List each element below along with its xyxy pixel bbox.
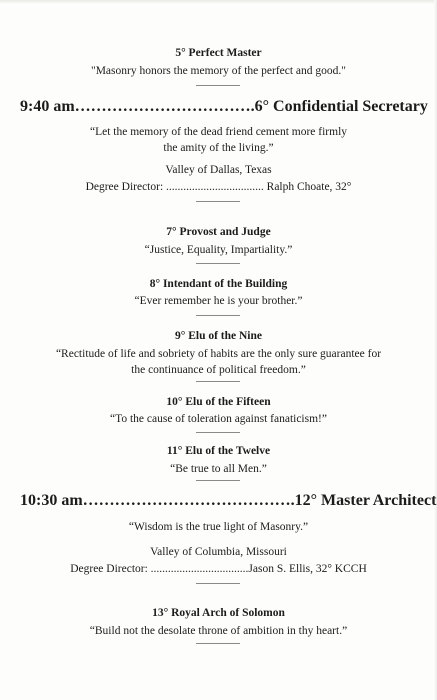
degree-9-title: 9° Elu of the Nine: [174, 330, 263, 342]
degree-13-title: 13° Royal Arch of Solomon: [152, 607, 285, 619]
degree-8-motto: “Ever remember he is your brother.”: [134, 295, 303, 307]
divider: [196, 315, 240, 316]
divider: [196, 201, 240, 202]
degree-12-title: 12° Master Architect: [294, 492, 437, 509]
leader-dots: …………………………….: [74, 98, 255, 115]
degree-12-schedule-line: [20, 491, 437, 511]
divider: [196, 381, 240, 382]
degree-9-motto-line-2: the continuance of political freedom.”: [131, 364, 306, 376]
degree-12-motto: “Wisdom is the true light of Masonry.”: [128, 521, 309, 533]
degree-11-motto: “Be true to all Men.”: [170, 463, 267, 475]
divider: [196, 583, 240, 584]
divider: [196, 85, 240, 86]
degree-6-time: 9:40 am: [20, 98, 75, 115]
degree-9-motto-line-1: “Rectitude of life and sobriety of habits are the only sure guarantee for: [55, 348, 382, 360]
divider: [196, 643, 240, 644]
degree-12-valley: Valley of Columbia, Missouri: [150, 546, 287, 558]
leader-dots: ………………………………….: [82, 492, 295, 509]
degree-12-director: Degree Director: ..................................Jason S. Ellis, 32° KCCH: [70, 563, 367, 575]
degree-6-schedule-line: [20, 97, 428, 117]
degree-6-valley: Valley of Dallas, Texas: [165, 164, 272, 176]
degree-6-motto-line-2: the amity of the living.”: [163, 142, 274, 154]
degree-11-title: 11° Elu of the Twelve: [166, 445, 271, 457]
degree-7-motto: “Justice, Equality, Impartiality.”: [144, 244, 293, 256]
divider: [196, 432, 240, 433]
degree-10-title: 10° Elu of the Fifteen: [166, 396, 271, 408]
degree-7-title: 7° Provost and Judge: [166, 226, 271, 238]
degree-5-motto: "Masonry honors the memory of the perfect and good.": [91, 65, 346, 77]
page-top-edge: [0, 0, 437, 4]
degree-5-title: 5° Perfect Master: [175, 47, 262, 59]
degree-6-motto-line-1: “Let the memory of the dead friend cement more firmly: [89, 126, 348, 138]
degree-8-title: 8° Intendant of the Building: [149, 278, 288, 290]
degree-10-motto: “To the cause of toleration against fanaticism!”: [110, 413, 327, 425]
degree-6-title: 6° Confidential Secretary: [254, 98, 428, 115]
degree-12-time: 10:30 am: [20, 492, 83, 509]
divider: [196, 480, 240, 481]
divider: [196, 263, 240, 264]
degree-13-motto: “Build not the desolate throne of ambition in thy heart.”: [89, 625, 348, 637]
degree-6-director: Degree Director: .................................. Ralph Choate, 32°: [85, 181, 352, 193]
